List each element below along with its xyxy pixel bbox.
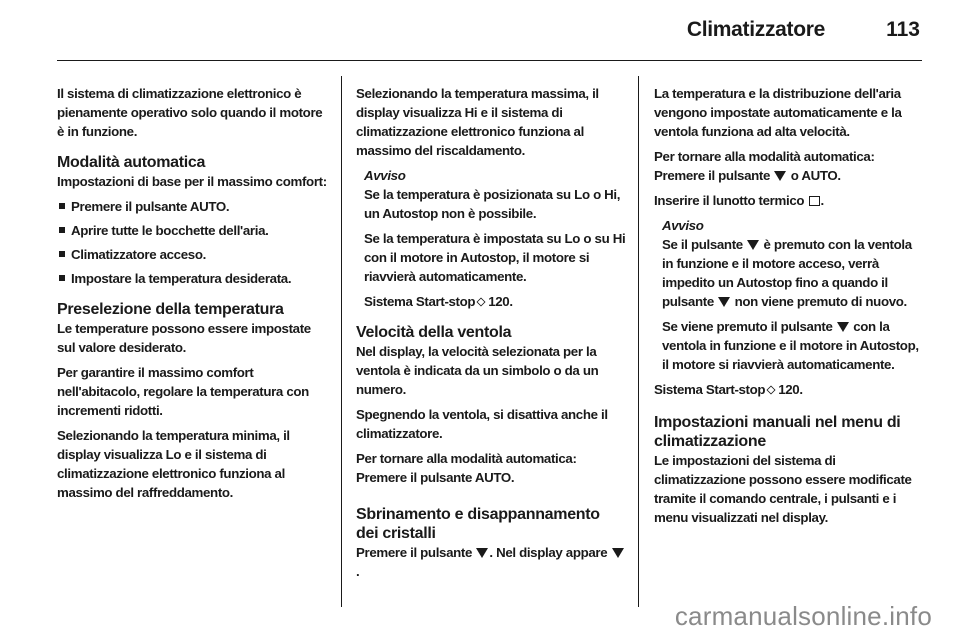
cross-reference: Sistema Start-stop 120. [364, 294, 513, 309]
list-item: Premere il pulsante AUTO. [57, 197, 327, 216]
paragraph: Spegnendo la ventola, si disattiva anche il climatizzatore. [356, 407, 608, 441]
paragraph: Le impostazioni del sistema di climatizzazione possono essere modificate tramite il comando centrale, i pulsanti e i menu visualizzati nel display. [654, 453, 912, 525]
reference-arrow-icon [767, 385, 776, 394]
bullet-list [57, 197, 327, 288]
watermark: carmanualsonline.info [674, 601, 932, 631]
column-2 [356, 84, 626, 587]
notice-title: Avviso [662, 218, 704, 233]
notice-box [654, 216, 924, 374]
notice-text: Se la temperatura è impostata su Lo o su Hi con il motore in Autostop, il motore si riavvierà automaticamente. [364, 231, 626, 284]
notice-text: Se viene premuto il pulsante con la ventola in funzione e il motore in Autostop, il motore si riavvierà automaticamente. [662, 319, 919, 372]
windscreen-defrost-icon [612, 548, 624, 558]
rear-window-heating-icon [809, 196, 820, 206]
column-divider [341, 76, 342, 607]
list-item: Impostare la temperatura desiderata. [57, 269, 327, 288]
windscreen-defrost-icon [476, 548, 488, 558]
column-1 [57, 84, 327, 508]
windscreen-defrost-icon [774, 171, 786, 181]
intro-paragraph: Il sistema di climatizzazione elettronico è pienamente operativo solo quando il motore è in funzione. [57, 86, 323, 139]
paragraph: Le temperature possono essere impostate sul valore desiderato. [57, 321, 311, 355]
section-title-fan-speed: Velocità della ventola [356, 324, 512, 341]
paragraph: Premere il pulsante . Nel display appare . [356, 543, 626, 581]
column-3 [654, 84, 924, 533]
paragraph: La temperatura e la distribuzione dell'aria vengono impostate automaticamente e la ventola funziona ad alta velocità. [654, 86, 902, 139]
column-divider [638, 76, 639, 607]
section-subtitle: Impostazioni di base per il massimo comfort: [57, 174, 327, 189]
windscreen-defrost-icon [718, 297, 730, 307]
paragraph: Per tornare alla modalità automatica: Premere il pulsante AUTO. [356, 451, 577, 485]
section-title-defrost: Sbrinamento e disappannamento dei cristalli [356, 506, 600, 542]
windscreen-defrost-icon [837, 322, 849, 332]
list-item: Aprire tutte le bocchette dell'aria. [57, 221, 327, 240]
header-rule [57, 60, 922, 61]
paragraph: Selezionando la temperatura massima, il display visualizza Hi e il sistema di climatizzazione elettronico funziona al massimo del riscaldamento. [356, 86, 599, 158]
paragraph: Selezionando la temperatura minima, il display visualizza Lo e il sistema di climatizzazione elettronico funziona al massimo del raffreddamento. [57, 428, 290, 500]
notice-text: Se il pulsante è premuto con la ventola in funzione e il motore acceso, verrà impedito un Autostop fino a quando il pulsante non viene premuto di nuovo. [662, 237, 912, 309]
notice-box [356, 166, 626, 311]
section-title-manual-settings: Impostazioni manuali nel menu di climatizzazione [654, 414, 901, 450]
section-title-automatic-mode: Modalità automatica [57, 154, 206, 171]
notice-title: Avviso [364, 168, 406, 183]
paragraph: Per tornare alla modalità automatica: Premere il pulsante o AUTO. [654, 149, 875, 183]
page-header [57, 18, 920, 58]
page-number: 113 [886, 18, 920, 41]
paragraph: Inserire il lunotto termico . [654, 193, 824, 208]
windscreen-defrost-icon [747, 240, 759, 250]
chapter-title: Climatizzatore [686, 18, 825, 41]
paragraph: Per garantire il massimo comfort nell'abitacolo, regolare la temperatura con incrementi ridotti. [57, 365, 309, 418]
paragraph: Nel display, la velocità selezionata per la ventola è indicata da un simbolo o da un numero. [356, 344, 599, 397]
reference-arrow-icon [477, 297, 486, 306]
section-title-temperature: Preselezione della temperatura [57, 301, 284, 318]
notice-text: Se la temperatura è posizionata su Lo o Hi, un Autostop non è possibile. [364, 187, 621, 221]
cross-reference: Sistema Start-stop 120. [654, 382, 803, 397]
list-item: Climatizzatore acceso. [57, 245, 327, 264]
